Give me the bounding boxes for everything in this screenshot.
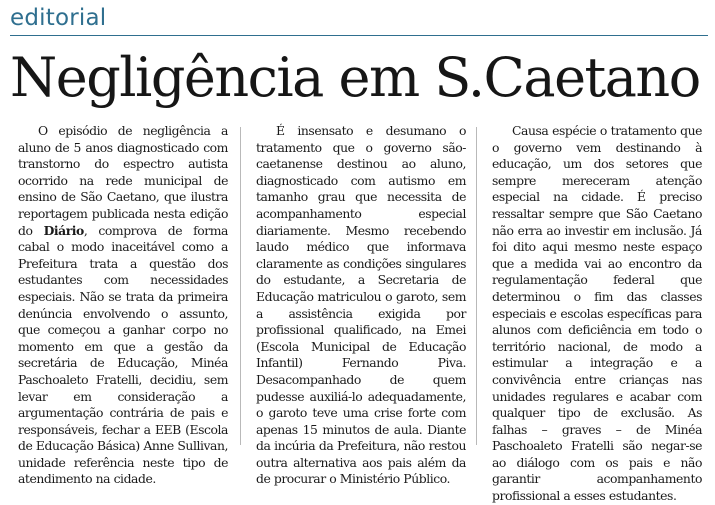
section-divider-line: [10, 35, 708, 36]
article-column-2: [256, 123, 466, 488]
column-divider: [240, 127, 241, 445]
column-1-text-start: O episódio de negligência a aluno de 5 anos diagnosticado com transtorno do espectro autista ocorrido na rede municipal de ensino de São Caetano, que ilustra reportagem publicada nesta edição do: [18, 123, 228, 238]
section-label: editorial: [10, 5, 107, 31]
headline: Negligência em S.Caetano: [10, 46, 700, 109]
column-divider: [476, 127, 477, 445]
column-1-paragraph: [18, 123, 228, 488]
article-column-3: [492, 123, 702, 505]
newspaper-name: Diário: [43, 222, 84, 238]
column-2-paragraph: É insensato e desumano o tratamento que o governo são-caetanense destinou ao aluno, diagnosticado com autismo em tamanho grau que necessita de acompanhamento especial diariamente. Mesmo recebendo laudo médico que informava claramente as condições singulares do estudante, a Secretaria de Educação matriculou o garoto, sem a assistência exigida por profissional qualificado, na Emei (Escola Municipal de Educação Infantil) Fernando Piva. Desacompanhado de quem pudesse auxiliá-lo adequadamente, o garoto teve uma crise forte com apenas 15 minutos de aula. Diante da incúria da Prefeitura, não restou outra alternativa aos pais além da de procurar o Ministério Público.: [256, 123, 466, 487]
column-1-text-end: , comprova de forma cabal o modo inaceitável como a Prefeitura trata a questão dos estudantes com necessidades especiais. Não se trata da primeira denúncia envolvendo o assunto, que começou a ganhar corpo no momento em que a gestão da secretária de Educação, Minéa Paschoaleto Fratelli, decidiu, sem levar em consideração a argumentação contrária de pais e responsáveis, fechar a EEB (Escola de Educação Básica) Anne Sullivan, unidade referência neste tipo de atendimento na cidade.: [18, 222, 228, 487]
column-3-paragraph: Causa espécie o tratamento que o governo vem destinando à educação, um dos setores que sempre mereceram atenção especial na cidade. É preciso ressaltar sempre que São Caetano não erra ao investir em inclusão. Já foi dito aqui mesmo neste espaço que a medida vai ao encontro da regulamentação federal que determinou o fim das classes especiais e escolas específicas para alunos com deficiência em todo o território nacional, de modo a estimular a integração e a convivência entre crianças nas unidades regulares e acabar com qualquer tipo de exclusão. As falhas – graves – de Minéa Paschoaleto Fratelli são negar-se ao diálogo com os pais e não garantir acompanhamento profissional a esses estudantes.: [492, 123, 702, 504]
article-column-1: [18, 123, 228, 488]
